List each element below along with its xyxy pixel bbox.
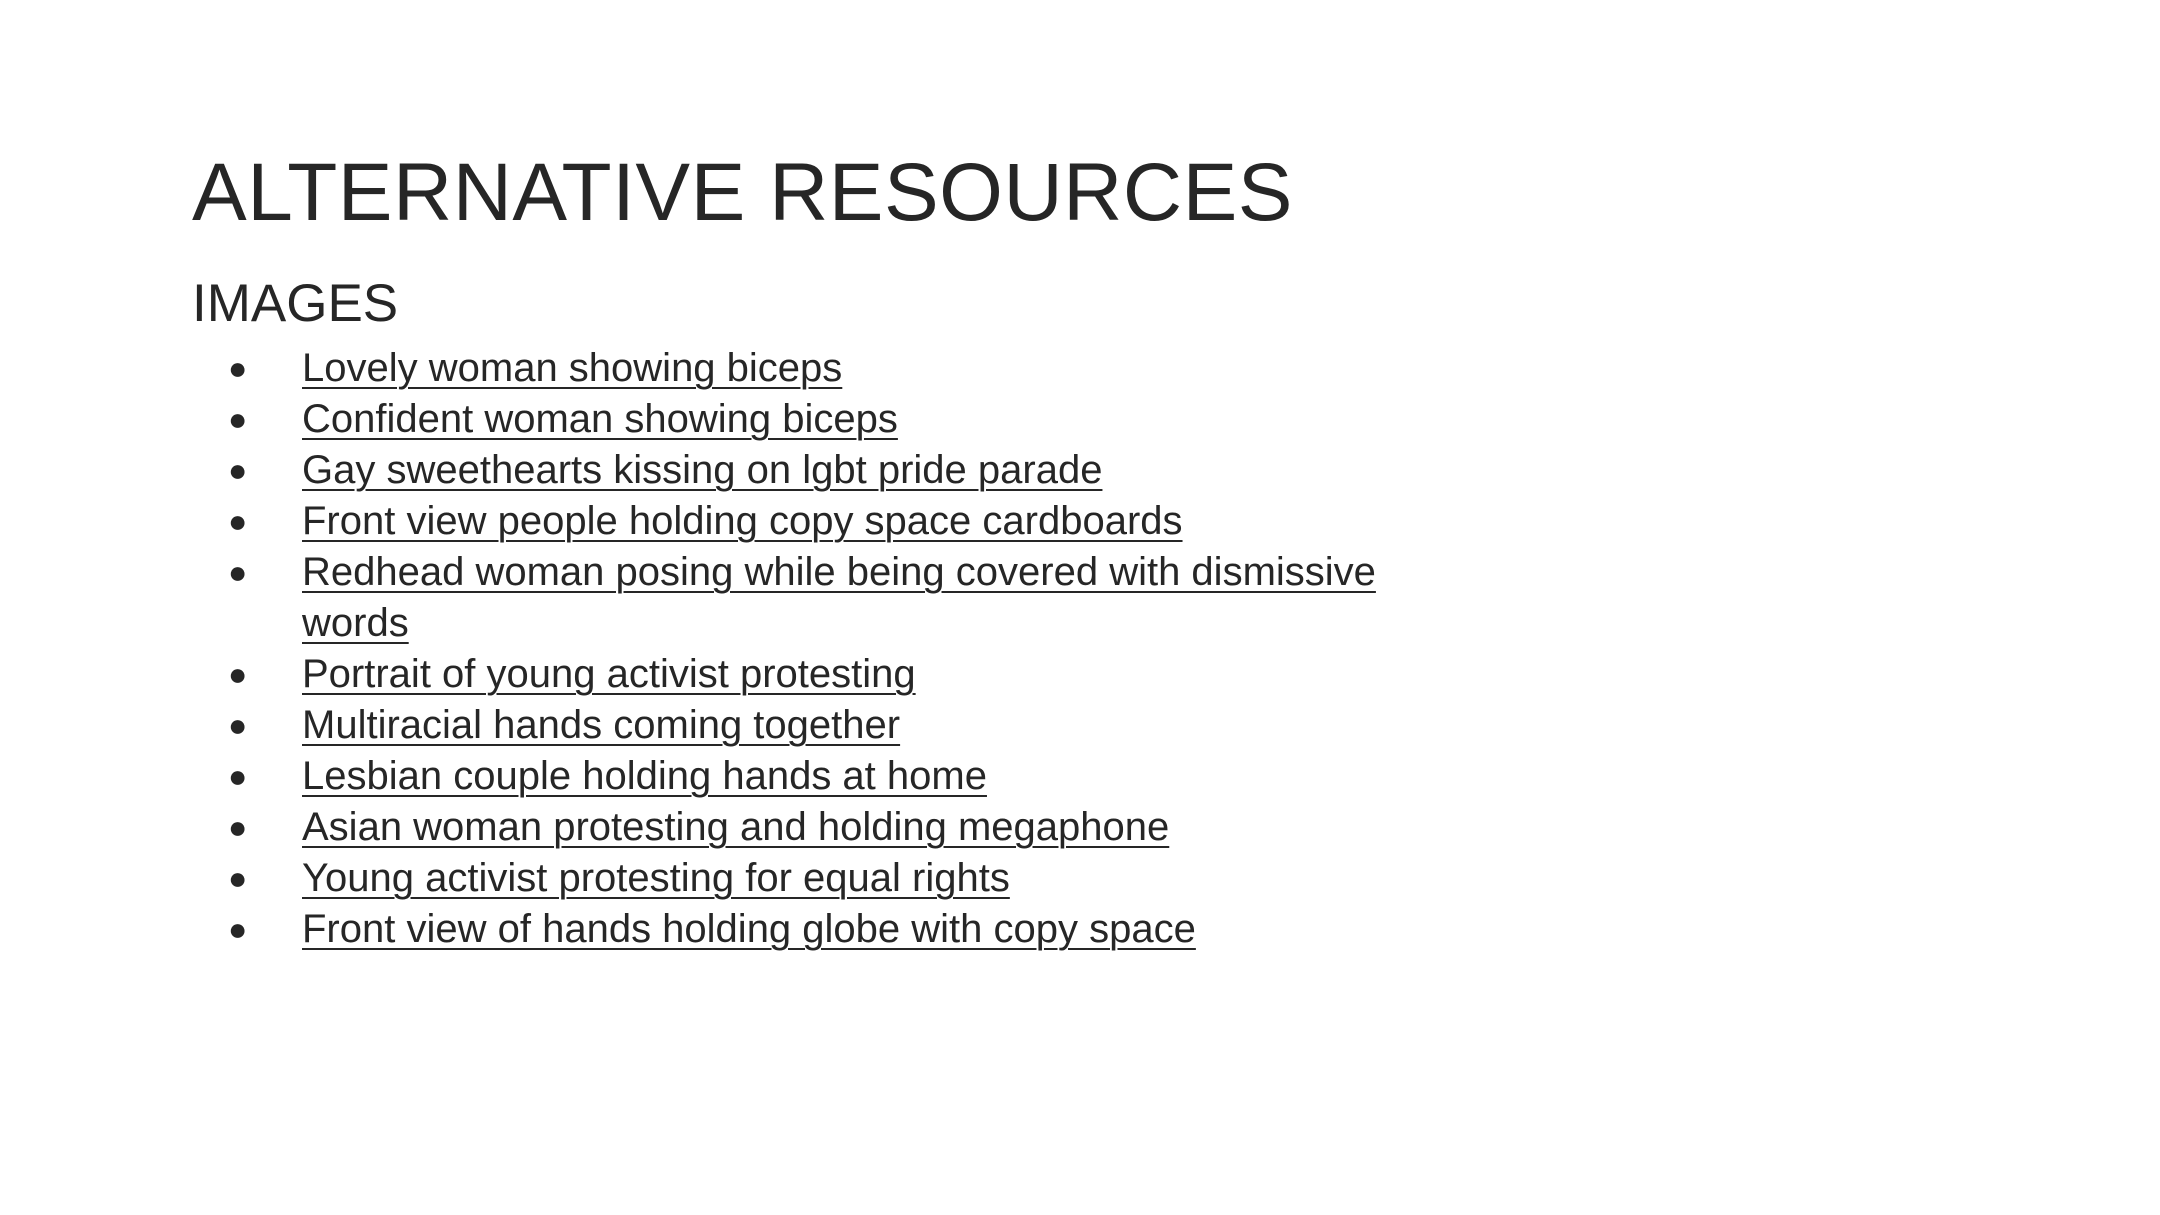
slide-title: ALTERNATIVE RESOURCES xyxy=(192,147,1294,238)
list-item xyxy=(192,904,1492,955)
bullet-icon: ● xyxy=(228,350,248,386)
section-heading-images: IMAGES xyxy=(192,274,399,333)
resource-link[interactable]: Young activist protesting for equal rights xyxy=(302,856,1010,900)
resource-link[interactable]: Gay sweethearts kissing on lgbt pride parade xyxy=(302,448,1103,492)
resource-link[interactable]: Lovely woman showing biceps xyxy=(302,346,843,390)
bullet-icon: ● xyxy=(228,503,248,539)
list-item xyxy=(192,394,1492,445)
bullet-icon: ● xyxy=(228,860,248,896)
resource-link[interactable]: Front view people holding copy space cardboards xyxy=(302,499,1183,543)
list-item xyxy=(192,343,1492,394)
list-item xyxy=(192,547,1492,649)
resource-link[interactable]: Asian woman protesting and holding megaphone xyxy=(302,805,1170,849)
list-item xyxy=(192,445,1492,496)
resource-link[interactable]: Front view of hands holding globe with copy space xyxy=(302,907,1196,951)
list-item xyxy=(192,751,1492,802)
list-item xyxy=(192,853,1492,904)
image-resource-list xyxy=(192,343,1492,955)
resource-link[interactable]: Portrait of young activist protesting xyxy=(302,652,916,696)
resource-link[interactable]: Redhead woman posing while being covered with dismissive words xyxy=(302,550,1376,645)
list-item xyxy=(192,649,1492,700)
bullet-icon: ● xyxy=(228,401,248,437)
bullet-icon: ● xyxy=(228,758,248,794)
bullet-icon: ● xyxy=(228,656,248,692)
list-item xyxy=(192,496,1492,547)
bullet-icon: ● xyxy=(228,554,248,590)
bullet-icon: ● xyxy=(228,707,248,743)
resource-link[interactable]: Confident woman showing biceps xyxy=(302,397,898,441)
resource-link[interactable]: Lesbian couple holding hands at home xyxy=(302,754,987,798)
list-item xyxy=(192,802,1492,853)
list-item xyxy=(192,700,1492,751)
bullet-icon: ● xyxy=(228,911,248,947)
bullet-icon: ● xyxy=(228,809,248,845)
bullet-icon: ● xyxy=(228,452,248,488)
resource-link[interactable]: Multiracial hands coming together xyxy=(302,703,901,747)
